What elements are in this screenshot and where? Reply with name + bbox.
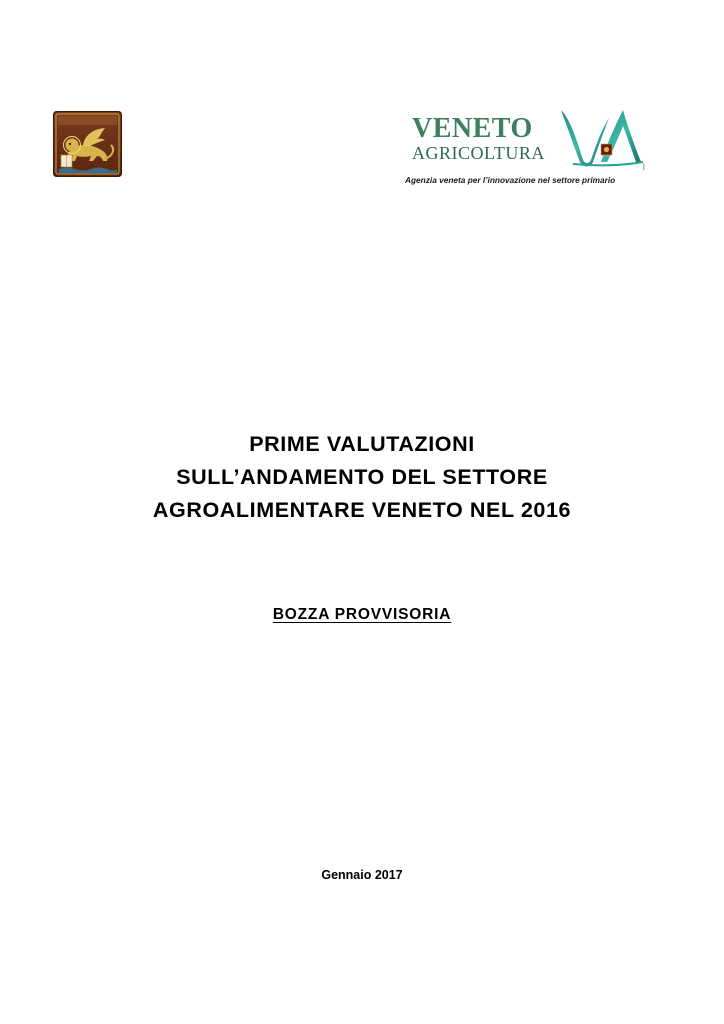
- document-date: Gennaio 2017: [321, 868, 403, 882]
- logo-mark-tick: |: [643, 164, 645, 171]
- draft-label: BOZZA PROVVISORIA: [272, 606, 452, 623]
- title-line-2: SULL’ANDAMENTO DEL SETTORE: [176, 465, 548, 489]
- title-line-3: AGROALIMENTARE VENETO NEL 2016: [152, 498, 572, 522]
- agency-wordmark: [412, 113, 582, 164]
- document-title: [0, 428, 724, 527]
- document-subtitle: [0, 606, 724, 624]
- agency-tagline: Agenzia veneta per l’innovazione nel settore primario: [405, 175, 616, 185]
- winged-lion-icon: [53, 111, 122, 177]
- agency-name-line1: VENETO: [412, 113, 533, 144]
- agency-name-line2: AGRICOLTURA: [412, 143, 545, 163]
- title-line-1: PRIME VALUTAZIONI: [249, 432, 475, 456]
- region-veneto-logo: [53, 111, 122, 177]
